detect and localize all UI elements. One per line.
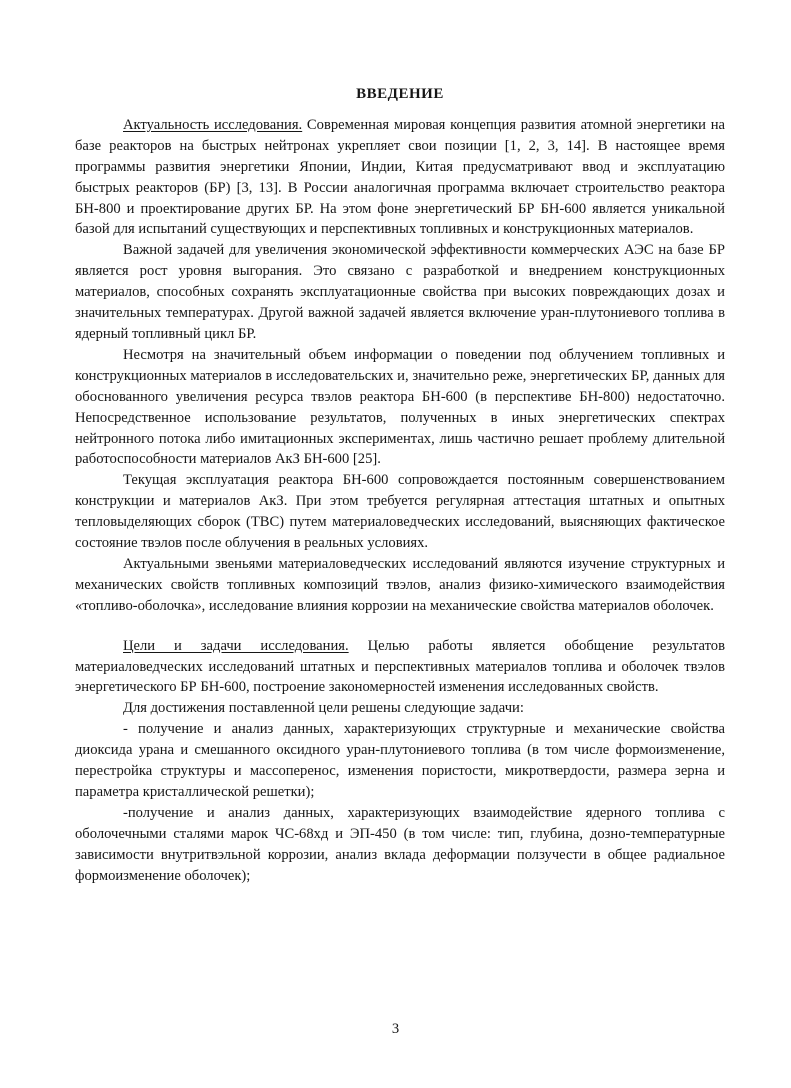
- page-title: ВВЕДЕНИЕ: [356, 86, 444, 102]
- paragraph: Несмотря на значительный объем информации о поведении под облучением топливных и конструкционных материалов в исследовательских и, значительно реже, энергетических БР, данных для обоснованного увеличения ресурса твэлов реактора БН-600 (в перспективе БН-800) недостаточно. Непосредственное использование результатов, полученных в иных энергетических спектрах нейтронного потока либо имитационных экспериментах, лишь частично решает проблему длительной работоспособности материалов АкЗ БН-600 [25].: [75, 346, 725, 468]
- list-item: -получение и анализ данных, характеризующих взаимодействие ядерного топлива с оболочечными сталями марок ЧС-68хд и ЭП-450 (в том числе: тип, глубина, дозно-температурные зависимости внутритвэльной коррозии, анализ вклада деформации ползучести в общее радиальное формоизменение оболочек);: [75, 804, 725, 884]
- paragraph-text: Современная мировая концепция развития атомной энергетики на базе реакторов на быстрых нейтронах укрепляет свои позиции [1, 2, 3, 14]. В настоящее время программы развития энергетики Японии, Индии, Китая предусматривают ввод и эксплуатацию быстрых реакторов (БР) [3, 13]. В России аналогичная программа включает строительство реактора БН-800 и проектирование других БР. На этом фоне энергетический БР БН-600 является уникальной базой для испытаний существующих и перспективных топливных и конструкционных материалов.: [75, 116, 725, 238]
- paragraph: Для достижения поставленной цели решены следующие задачи:: [123, 700, 524, 717]
- paragraph: Важной задачей для увеличения экономической эффективности коммерческих АЭС на базе БР является рост уровня выгорания. Это связано с разработкой и внедрением конструкционных материалов, способных сохранять эксплуатационные свойства при высоких повреждающих дозах и значительных температурах. Другой важной задачей является включение уран-плутониевого топлива в ядерный топливный цикл БР.: [75, 242, 725, 342]
- page-content: [75, 84, 725, 887]
- section-heading-relevance: Актуальность исследования.: [123, 116, 303, 133]
- paragraph: [75, 636, 725, 699]
- paragraph-text: Целью работы является обобщение результатов материаловедческих исследований штатных и перспективных материалов топлива и оболочек твэлов энергетического БР БН-600, построение закономерностей изменения исследованных свойств.: [75, 637, 725, 696]
- list-item: - получение и анализ данных, характеризующих структурные и механические свойства диоксида урана и смешанного оксидного уран-плутониевого топлива (в том числе формоизменение, перестройка структуры и массоперенос, изменения пористости, микротвердости, размера зерна и параметра кристаллической решетки);: [75, 721, 725, 800]
- section-gap: [75, 617, 725, 636]
- page-number: 3: [391, 1021, 400, 1037]
- paragraph: [75, 115, 725, 240]
- section-heading-goals: Цели и задачи исследования.: [123, 637, 349, 654]
- paragraph: Актуальными звеньями материаловедческих исследований являются изучение структурных и механических свойств топливных композиций твэлов, анализ физико-химического взаимодействия «топливо-оболочка», исследование влияния коррозии на механические свойства материалов оболочек.: [75, 555, 725, 614]
- paragraph: Текущая эксплуатация реактора БН-600 сопровождается постоянным совершенствованием конструкции и материалов АкЗ. При этом требуется регулярная аттестация штатных и опытных тепловыделяющих сборок (ТВС) путем материаловедческих исследований, выясняющих фактическое состояние твэлов после облучения в реальных условиях.: [75, 472, 725, 552]
